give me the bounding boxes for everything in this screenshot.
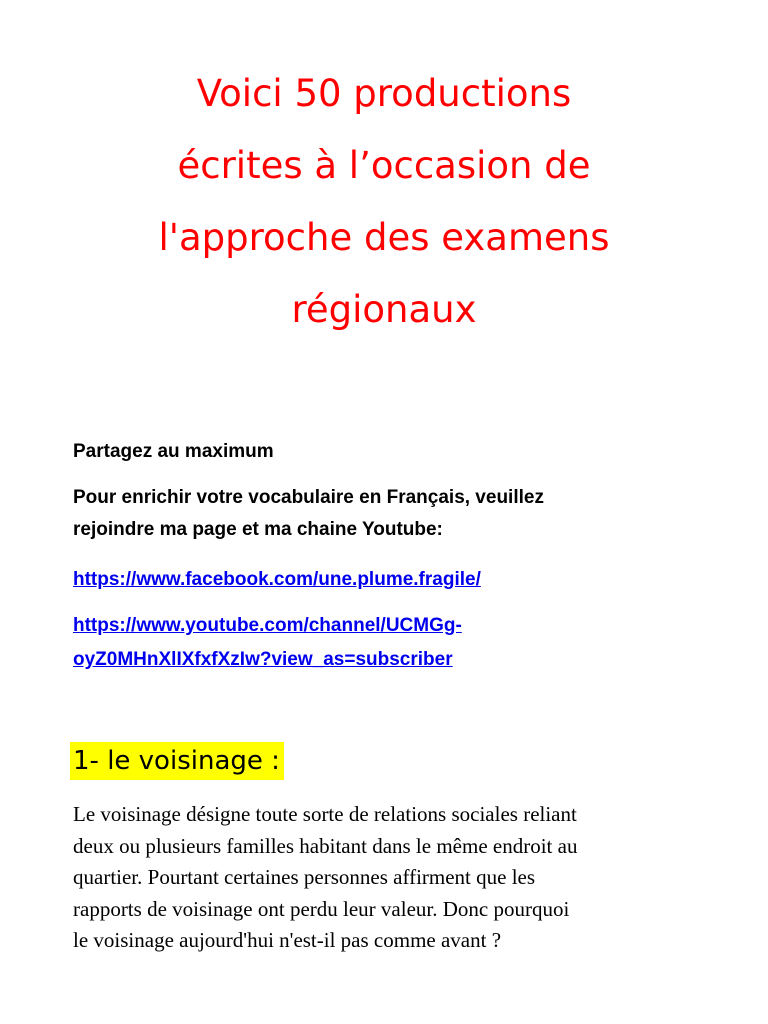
enrich-line: rejoindre ma page et ma chaine Youtube: (73, 519, 443, 540)
title-line: l'approche des examens (158, 216, 610, 259)
paragraph-line: deux ou plusieurs familles habitant dans le même endroit au (73, 833, 578, 858)
document-title (40, 58, 728, 346)
paragraph-line: Le voisinage désigne toute sorte de relations sociales reliant (73, 802, 577, 826)
title-line: Voici 50 productions (196, 72, 572, 115)
section-heading: 1- le voisinage : (70, 742, 284, 780)
enrich-text (73, 482, 544, 546)
title-line: régionaux (291, 288, 477, 331)
paragraph-line: rapports de voisinage ont perdu leur valeur. Donc pourquoi (73, 896, 570, 921)
youtube-link[interactable]: https://www.youtube.com/channel/UCMGg- (73, 615, 462, 636)
paragraph-line: le voisinage aujourd'hui n'est-il pas comme avant ? (73, 928, 502, 952)
paragraph-line: quartier. Pourtant certaines personnes affirment que les (73, 865, 536, 889)
enrich-line: Pour enrichir votre vocabulaire en Français, veuillez (73, 487, 544, 508)
facebook-link[interactable]: https://www.facebook.com/une.plume.fragile/ (73, 569, 481, 590)
title-line: écrites à l’occasion de (177, 144, 591, 187)
share-text: Partagez au maximum (73, 441, 274, 462)
section-paragraph (73, 799, 713, 957)
youtube-link-continued[interactable]: oyZ0MHnXlIXfxfXzIw?view_as=subscriber (73, 649, 453, 670)
